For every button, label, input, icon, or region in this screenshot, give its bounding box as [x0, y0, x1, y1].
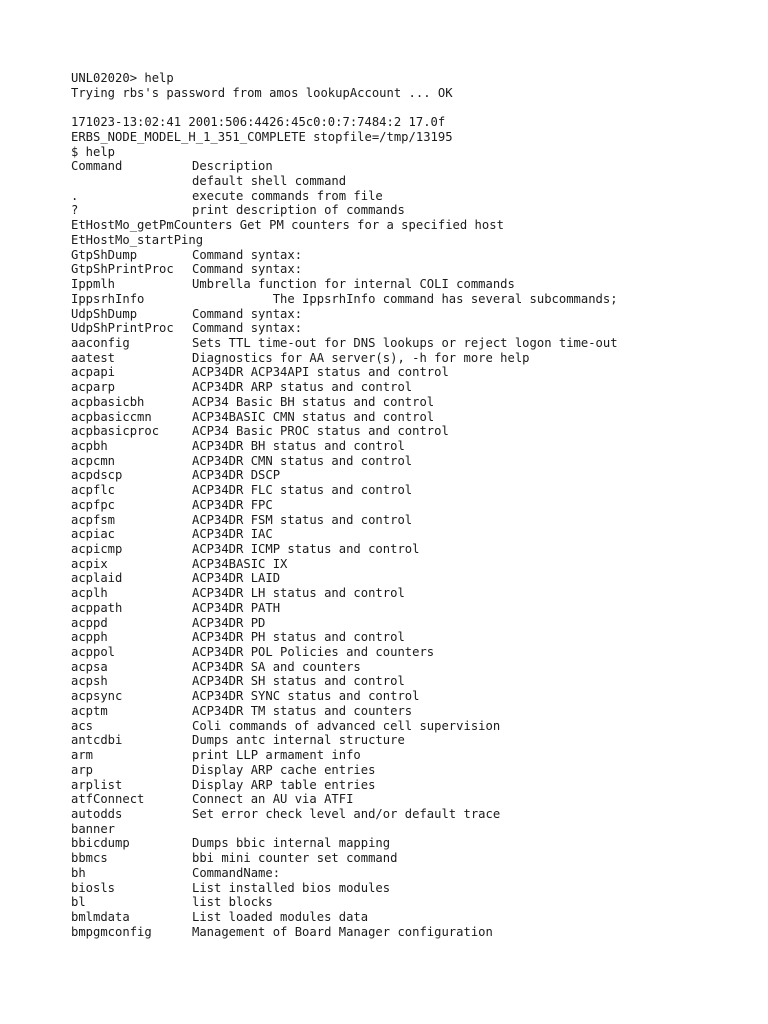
command-description: bbi mini counter set command	[192, 851, 398, 866]
command-name: bmlmdata	[71, 909, 130, 924]
command-name: acpix	[71, 556, 108, 571]
command-name: GtpShDump	[71, 247, 138, 262]
help-command-row	[71, 733, 751, 748]
command-description: Coli commands of advanced cell supervision	[192, 718, 501, 733]
command-name: acparp	[71, 380, 116, 395]
help-command-row	[71, 689, 751, 704]
command-name: acpiac	[71, 527, 116, 542]
command-name: acppol	[71, 645, 116, 660]
command-description: ACP34DR PD	[192, 615, 266, 630]
command-name: acpsa	[71, 659, 108, 674]
help-command-row	[71, 792, 751, 807]
command-description: ACP34DR SH status and control	[192, 674, 405, 689]
command-name: acpcmn	[71, 453, 116, 468]
command-description: default shell command	[192, 174, 347, 189]
command-name: acpbasicbh	[71, 394, 145, 409]
help-command-row	[71, 203, 751, 218]
command-name: bh	[71, 865, 86, 880]
command-name: aaconfig	[71, 335, 130, 350]
command-description: print LLP armament info	[192, 748, 361, 763]
command-description: ACP34DR LH status and control	[192, 586, 405, 601]
command-name: bbicdump	[71, 836, 130, 851]
help-command-row	[71, 424, 751, 439]
blank-line	[71, 100, 751, 115]
help-command-row	[71, 454, 751, 469]
help-command-row	[71, 895, 751, 910]
command-name: arp	[71, 762, 94, 777]
help-table-header	[71, 159, 751, 174]
command-name: acpbh	[71, 438, 108, 453]
command-description: ACP34DR PH status and control	[192, 630, 405, 645]
command-name: acppd	[71, 615, 108, 630]
help-command-row	[71, 616, 751, 631]
login-status-line: Trying rbs's password from amos lookupAccount ... OK	[71, 85, 453, 100]
help-command-list	[71, 174, 751, 939]
command-name: biosls	[71, 880, 116, 895]
prompt-line: UNL02020> help	[71, 71, 174, 85]
command-description: ACP34DR ARP status and control	[192, 380, 413, 395]
help-command-row	[71, 351, 751, 366]
command-description: execute commands from file	[192, 188, 383, 203]
command-name: acppath	[71, 600, 123, 615]
command-name: acpsh	[71, 674, 108, 689]
command-name: autodds	[71, 806, 123, 821]
node-info-line: 171023-13:02:41 2001:506:4426:45c0:0:7:7484:2 17.0f	[71, 115, 446, 130]
command-description: ACP34 Basic PROC status and control	[192, 424, 449, 439]
command-description: Command syntax:	[192, 321, 303, 336]
command-name: acplaid	[71, 571, 123, 586]
command-name: bmpgmconfig	[71, 924, 152, 939]
command-name: acs	[71, 718, 94, 733]
help-command-row	[71, 836, 751, 851]
command-description: print description of commands	[192, 203, 405, 218]
command-description: Dumps bbic internal mapping	[192, 836, 391, 851]
command-name: acpsync	[71, 689, 123, 704]
help-command-row	[71, 248, 751, 263]
help-command-row	[71, 674, 751, 689]
help-command-row	[71, 630, 751, 645]
command-description: ACP34DR DSCP	[192, 468, 281, 483]
help-command-row	[71, 866, 751, 881]
help-command-row	[71, 571, 751, 586]
help-command-row	[71, 321, 751, 336]
command-name: antcdbi	[71, 733, 123, 748]
command-description: ACP34BASIC IX	[192, 556, 288, 571]
help-command-row	[71, 645, 751, 660]
help-command-row	[71, 218, 751, 233]
command-description: Command syntax:	[192, 262, 303, 277]
command-description: Command syntax:	[192, 247, 303, 262]
help-command-row	[71, 233, 751, 248]
command-description: ACP34DR ICMP status and control	[192, 542, 420, 556]
command-description: ACP34DR LAID	[192, 571, 281, 586]
help-command-row	[71, 189, 751, 204]
help-command-row	[71, 910, 751, 925]
command-description: ACP34DR SYNC status and control	[192, 689, 420, 704]
command-name: acpicmp	[71, 542, 123, 556]
command-name: acpdscp	[71, 468, 123, 483]
command-description: ACP34DR BH status and control	[192, 438, 405, 453]
column-header-command: Command	[71, 159, 123, 174]
command-description: Display ARP table entries	[192, 777, 376, 792]
help-command-row	[71, 881, 751, 896]
command-name: acpph	[71, 630, 108, 645]
help-command-row	[71, 262, 751, 277]
help-command-row	[71, 660, 751, 675]
command-description: Command syntax:	[192, 306, 303, 321]
command-name: bl	[71, 895, 86, 910]
command-description: The IppsrhInfo command has several subcommands;	[192, 291, 618, 306]
help-command-row	[71, 513, 751, 528]
command-name: banner	[71, 821, 116, 836]
node-model-line: ERBS_NODE_MODEL_H_1_351_COMPLETE stopfile=/tmp/13195	[71, 129, 453, 144]
help-command-row	[71, 174, 751, 189]
command-name: GtpShPrintProc	[71, 262, 174, 277]
command-name: acpflc	[71, 483, 116, 498]
help-command-row	[71, 336, 751, 351]
command-name: acpfpc	[71, 497, 116, 512]
command-name: acptm	[71, 703, 108, 718]
command-description: ACP34DR CMN status and control	[192, 453, 413, 468]
command-description: ACP34DR SA and counters	[192, 659, 361, 674]
command-description: Management of Board Manager configuration	[192, 924, 493, 939]
command-row-text: EtHostMo_startPing	[71, 232, 204, 247]
command-description: ACP34DR FPC	[192, 497, 273, 512]
help-command-row	[71, 439, 751, 454]
help-command-row	[71, 527, 751, 542]
help-command-row	[71, 498, 751, 513]
command-description: ACP34DR FLC status and control	[192, 483, 413, 498]
command-name: UdpShDump	[71, 306, 138, 321]
shell-command-line: $ help	[71, 144, 116, 159]
command-row-text: EtHostMo_getPmCounters Get PM counters for a specified host	[71, 218, 504, 233]
help-command-row	[71, 586, 751, 601]
help-command-row	[71, 307, 751, 322]
help-command-row	[71, 778, 751, 793]
help-command-row	[71, 483, 751, 498]
help-command-row	[71, 807, 751, 822]
help-command-row	[71, 380, 751, 395]
help-command-row	[71, 704, 751, 719]
command-name: UdpShPrintProc	[71, 321, 174, 336]
column-header-description: Description	[192, 159, 273, 174]
help-command-row	[71, 925, 751, 940]
help-command-row	[71, 557, 751, 572]
command-name: atfConnect	[71, 792, 145, 807]
command-description: list blocks	[192, 895, 273, 910]
command-description: Umbrella function for internal COLI commands	[192, 277, 515, 292]
command-description: ACP34DR POL Policies and counters	[192, 645, 435, 660]
command-description: ACP34 Basic BH status and control	[192, 394, 435, 409]
command-description: List installed bios modules	[192, 880, 391, 895]
help-command-row	[71, 601, 751, 616]
help-command-row	[71, 292, 751, 307]
help-command-row	[71, 851, 751, 866]
command-description: Diagnostics for AA server(s), -h for more help	[192, 350, 530, 365]
command-description: ACP34BASIC CMN status and control	[192, 409, 435, 424]
command-description: ACP34DR TM status and counters	[192, 703, 413, 718]
help-command-row	[71, 468, 751, 483]
command-description: Dumps antc internal structure	[192, 733, 405, 748]
command-description: CommandName:	[192, 865, 281, 880]
help-command-row	[71, 763, 751, 778]
command-name: acpbasiccmn	[71, 409, 152, 424]
command-name: bbmcs	[71, 851, 108, 866]
command-name: acplh	[71, 586, 108, 601]
command-name: arplist	[71, 777, 123, 792]
help-command-row	[71, 822, 751, 837]
help-command-row	[71, 410, 751, 425]
command-name: acpapi	[71, 365, 116, 380]
command-name: ?	[71, 203, 79, 218]
command-name: .	[71, 188, 79, 203]
help-command-row	[71, 395, 751, 410]
command-description: ACP34DR PATH	[192, 600, 281, 615]
help-command-row	[71, 365, 751, 380]
command-description: ACP34DR ACP34API status and control	[192, 365, 449, 380]
command-name: Ippmlh	[71, 277, 116, 292]
command-description: Display ARP cache entries	[192, 762, 376, 777]
command-description: Connect an AU via ATFI	[192, 792, 354, 807]
command-name: acpbasicproc	[71, 424, 160, 439]
help-command-row	[71, 719, 751, 734]
command-name: arm	[71, 748, 94, 763]
command-description: ACP34DR FSM status and control	[192, 512, 413, 527]
help-command-row	[71, 748, 751, 763]
terminal-output	[71, 71, 751, 939]
help-command-row	[71, 277, 751, 292]
command-name: acpfsm	[71, 512, 116, 527]
command-name: IppsrhInfo	[71, 291, 145, 306]
command-description: ACP34DR IAC	[192, 527, 273, 542]
help-command-row	[71, 542, 751, 557]
command-description: List loaded modules data	[192, 909, 369, 924]
command-description: Sets TTL time-out for DNS lookups or reject logon time-out	[192, 335, 618, 350]
command-description: Set error check level and/or default trace	[192, 806, 501, 821]
command-name: aatest	[71, 350, 116, 365]
